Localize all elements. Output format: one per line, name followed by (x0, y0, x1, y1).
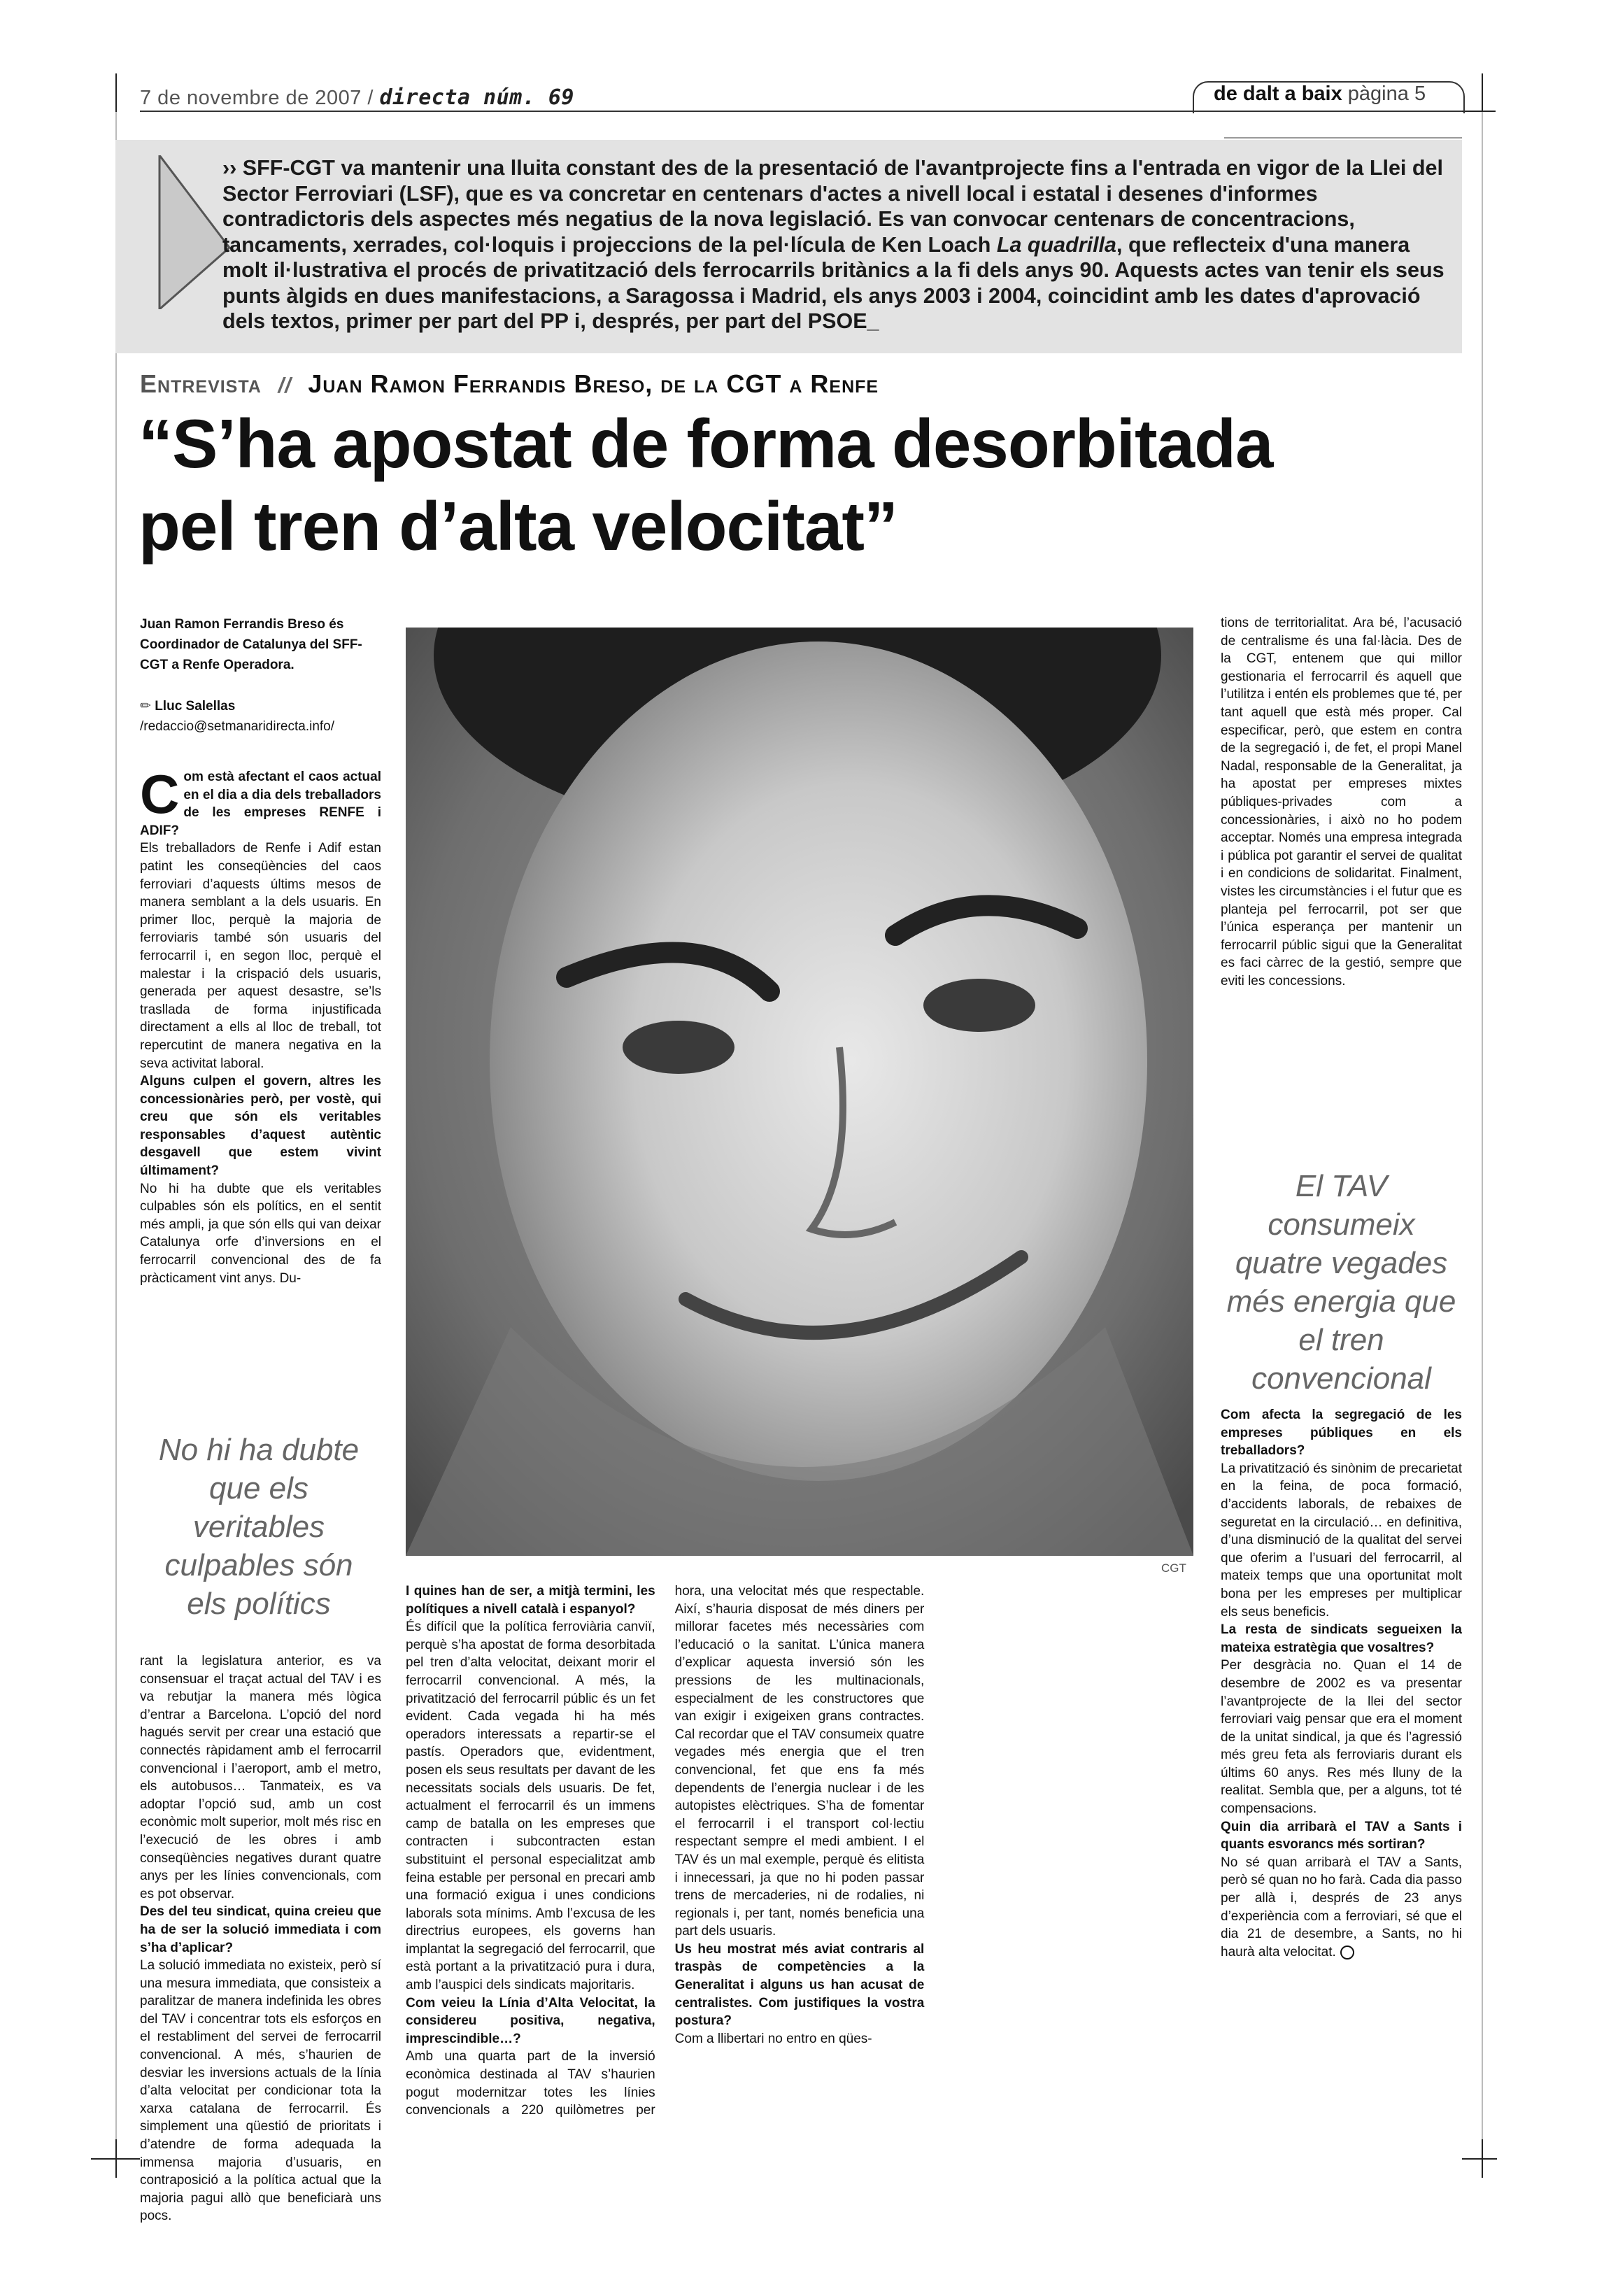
crop-mark-bottom-right-h (1462, 2158, 1497, 2160)
answer-6-part-1: Com a llibertari no entro en qües- (674, 2031, 872, 2046)
crop-mark-top-right (1482, 73, 1483, 112)
pull-quote-left: No hi ha dubte que els veritables culpables són els polítics (158, 1433, 360, 1621)
kicker-subject: Juan Ramon Ferrandis Breso, de la CGT a Renfe (308, 369, 879, 398)
answer-2-part-1: No hi ha dubte que els veritables culpables són els polítics, en el sentit més ampli, ja que són ells qui van deixar Catalunya orfe d’inversions en el ferrocarril convencional des de fa pràcticament vint anys. Du- (140, 1181, 381, 1286)
author-byline (140, 696, 392, 737)
header-separator: / (367, 87, 374, 109)
interviewee-photo (406, 628, 1193, 1556)
page-border-right (1482, 112, 1483, 2139)
answer-6-part-2: tions de territorialitat. Ara bé, l’acusació de centralisme és una fal·làcia. Des de la CGT, entenem que qui millor gestionaria el ferrocarril és aquell que l’utilitza i entén els problemes que té, per tant aquell que està més proper. Cal especificar, però, que estem en contra de la segregació i, de fet, el propi Manel Nadal, responsable de la Generalitat, ja ha apostat per empreses mixtes públiques-privades com a concessionàries, i això no ho podem acceptar. Només una empresa integrada i pública pot garantir el servei de qualitat i en condicions de solidaritat. Finalment, vistes les circumstàncies i el futur que es planteja pel ferrocarril, pot ser que l’única esperança per mantenir un ferrocarril públic sigui que la Generalitat es faci càrrec de la gestió, sempre que eviti les concessions. (1221, 616, 1462, 988)
question-8: La resta de sindicats segueixen la mateixa estratègia que vosaltres? (1221, 1622, 1462, 1655)
question-1: om està afectant el caos actual en el dia a dia dels treballadors de les empreses RENFE i ADIF? (140, 770, 381, 838)
question-3: Des del teu sindicat, quina creieu que ha de ser la solució immediata i com s’ha d’aplicar? (140, 1904, 381, 1955)
pencil-icon: ✏ (140, 699, 155, 714)
photo-credit: CGT (1161, 1561, 1186, 1575)
publication-name: directa núm. 69 (379, 85, 574, 110)
headline-line-1: “S’ha apostat de forma desorbitada (139, 405, 1273, 482)
answer-2-part-2: rant la legislatura anterior, es va consensuar el traçat actual del TAV i es va rebutjar la manera més lògica d’entrar a Barcelona. L’opció del nord hagués servit per crear una estació que connectés ràpidament amb el ferrocarril convencional i l’aeroport, amb el metro, els autobusos… Tanmateix, es va adoptar l’opció sud, amb un cost econòmic molt superior, molt més risc en l’execució de les obres i amb conseqüències negatives durant quatre anys per les línies convencionals, com es pot observar. (140, 1654, 381, 1901)
interviewee-intro: Juan Ramon Ferrandis Breso és Coordinador de Catalunya del SFF-CGT a Renfe Operadora. (140, 617, 362, 672)
headline-line-2: pel tren d’alta velocitat” (139, 488, 897, 565)
question-6: Us heu mostrat més aviat contraris al traspàs de competències a la Generalitat i alguns us han acusat de centralistes. Com justifiques la vostra postura? (674, 1941, 925, 2029)
issue-date: 7 de novembre de 2007 (140, 87, 362, 109)
crop-mark-bottom-left-h (91, 2158, 140, 2160)
question-7: Com afecta la segregació de les empreses públiques en els treballadors? (1221, 1408, 1462, 1459)
column-5-top (1221, 614, 1462, 990)
columns-2-4 (406, 1582, 1193, 2132)
column-1-bottom (140, 1652, 381, 2296)
author-name: Lluc Salellas (155, 699, 236, 714)
crop-mark-top-right-h (1462, 111, 1496, 112)
section-name: de dalt a baix (1214, 83, 1342, 105)
answer-8: Per desgràcia no. Quan el 14 de desembre de 2002 es va presentar l’avantprojecte de la llei del sector ferroviari vaig pensar que era el moment de la unitat sindical, ja que és l’agressió més greu feta als ferroviaris durant els últims 60 anys. Res més lluny de la realitat. Sembla que, per a alguns, tot té compensacions. (1221, 1658, 1462, 1817)
drop-cap: C (140, 763, 180, 825)
film-title: La quadrilla (996, 232, 1116, 257)
answer-9: No sé quan arribarà el TAV a Sants, però sé quan no ho farà. Cada dia passo per allà i, després de 23 anys d’experiència com a ferroviari, sé que el dia 21 de desembre, a Sants, no hi haurà alta velocitat. (1221, 1855, 1462, 1960)
answer-7: La privatització és sinònim de precarietat en la feina, de poca formació, d’accidents laborals, de rebaixes de seguretat en la circulació… en definitiva, d’una disminució de la qualitat del servei que oferim a l’usuari del ferrocarril, al mateix temps que una oportunitat molt bona per les empreses per multiplicar els seus beneficis. (1221, 1461, 1462, 1620)
question-2: Alguns culpen el govern, altres les concessionàries però, per vostè, qui creu que són els veritables responsables d’aquest autèntic desgavell que estem vivint últimament? (140, 1074, 381, 1179)
issue-date-line (140, 85, 574, 110)
answer-1: Els treballadors de Renfe i Adif estan patint les conseqüències del caos ferroviari d’aquests últims mesos de manera semblant a la dels usuaris. En primer lloc, perquè la majoria de ferroviaris també són usuaris del ferrocarril i, en segon lloc, perquè el malestar i la crispació dels usuaris, generada per aquest desastre, se’ls trasllada de forma injustificada directament a ells al lloc de treball, tot repercutint de manera negativa en la seva activitat laboral. (140, 841, 381, 1071)
kicker-separator: // (278, 373, 292, 397)
headline (139, 402, 1468, 567)
author-email: /redaccio@setmanaridirecta.info/ (140, 719, 335, 734)
crop-mark-top-left (115, 73, 117, 112)
question-4: I quines han de ser, a mitjà termini, les polítiques a nivell català i espanyol? (406, 1584, 655, 1617)
section-underline (1224, 137, 1462, 139)
kicker-label: Entrevista (140, 369, 262, 398)
page-border-left (115, 112, 117, 2139)
pull-quote-right: El TAV consumeix quatre vegades més energia que el tren convencional (1226, 1169, 1456, 1396)
kicker (140, 369, 879, 399)
answer-5: Amb una quarta part de la inversió econòmica destinada al TAV s’haurien pogut modernitzar totes les línies convencionals a 220 quilòmetres per hora, una velocitat més que respectable. Així, s’hauria disposat de més diners per millorar facetes més necessàries com l’educació o la sanitat. L’única manera d’explicar aquesta inversió són les pressions de les multinacionals, especialment de les constructores que van exigir i exigeixen grans contractes. Cal recordar que el TAV consumeix quatre vegades més energia que el tren convencional, fet que ens fa més dependents de l’energia nuclear i de les autopistes elèctriques. S’ha de fomentar el ferrocarril i el transport col·lectiu respectant sempre el medi ambient. I el TAV és un mal exemple, perquè és elitista i innecessari, ja que no hi poden passar trens de mercaderies, ni de rodalies, ni regionals i, per tant, només beneficia una part dels usuaris. (406, 1584, 925, 2118)
column-5-bottom (1221, 1406, 1462, 1961)
section-label (1214, 83, 1426, 106)
end-of-article-icon (1340, 1946, 1354, 1960)
answer-3: La solució immediata no existeix, però sí una mesura immediata, que consisteix a paralitzar de manera indefinida les obres del TAV i concentrar tots els esforços en el restabliment del servei de ferrocarril convencional. A més, s’haurien de desviar les inversions actuals de la línia d’alta velocitat per condicionar tota la xarxa catalana de ferrocarril. És simplement una qüestió de prioritats i d’atendre de forma adequada la immensa majoria d’usuaris, en contraposició a la política actual que la majoria pagui allò que beneficiarà uns pocs. (140, 1958, 381, 2224)
page-number: pàgina 5 (1347, 83, 1426, 105)
portrait-illustration (406, 628, 1193, 1556)
answer-4: És difícil que la política ferroviària canviï, perquè s’ha apostat de forma desorbitada pel tren d’alta velocitat, deixant morir el ferrocarril convencional. A més, la privatització del ferrocarril públic és un fet evident. Cada vegada hi ha més operadors interessats a repartir-se el pastís. Operadors que, evidentment, posen els seus resultats per davant de les necessitats socials dels usuaris. De fet, actualment el ferrocarril és un immens camp de batalla on les empreses que contracten i subcontracten estan substituint el personal especialitzat amb feina estable per personal en precari amb una formació exigua i unes condicions laborals sota mínims. Amb l’excusa de les directrius europees, els governs han implantat la segregació del ferrocarril, que està portant a la privatització pura i dura, amb l’auspici dels sindicats majoritaris. (406, 1620, 655, 1993)
question-5: Com veieu la Línia d’Alta Velocitat, la considereu positiva, negativa, imprescindible…? (406, 1995, 655, 2046)
question-9: Quin dia arribarà el TAV a Sants i quants esvorancs més sortiran? (1221, 1819, 1462, 1852)
lead-paragraph: ›› SFF-CGT va mantenir una lluita constant des de la presentació de l'avantprojecte fins a l'entrada en vigor de la Llei del Sector Ferroviari (LSF), que es va concretar en centenars d'actes a nivell local i estatal i desenes d'informes contradictoris dels aspectes més negatius de la nova legislació. Es van convocar centenars de concentracions, tancaments, xerrades, col·loquis i projeccions de la pel·lícula de Ken Loach La quadrilla, que reflecteix d'una manera molt il·lustrativa el procés de privatització dels ferrocarrils britànics a la fi dels anys 90. Aquests actes van tenir els seus punts àlgids en dues manifestacions, a Saragossa i Madrid, els anys 2003 i 2004, coincidint amb les dates d'aprovació dels textos, primer per part del PP i, després, per part del PSOE_ (222, 156, 1445, 333)
column-1-top (140, 763, 381, 1287)
